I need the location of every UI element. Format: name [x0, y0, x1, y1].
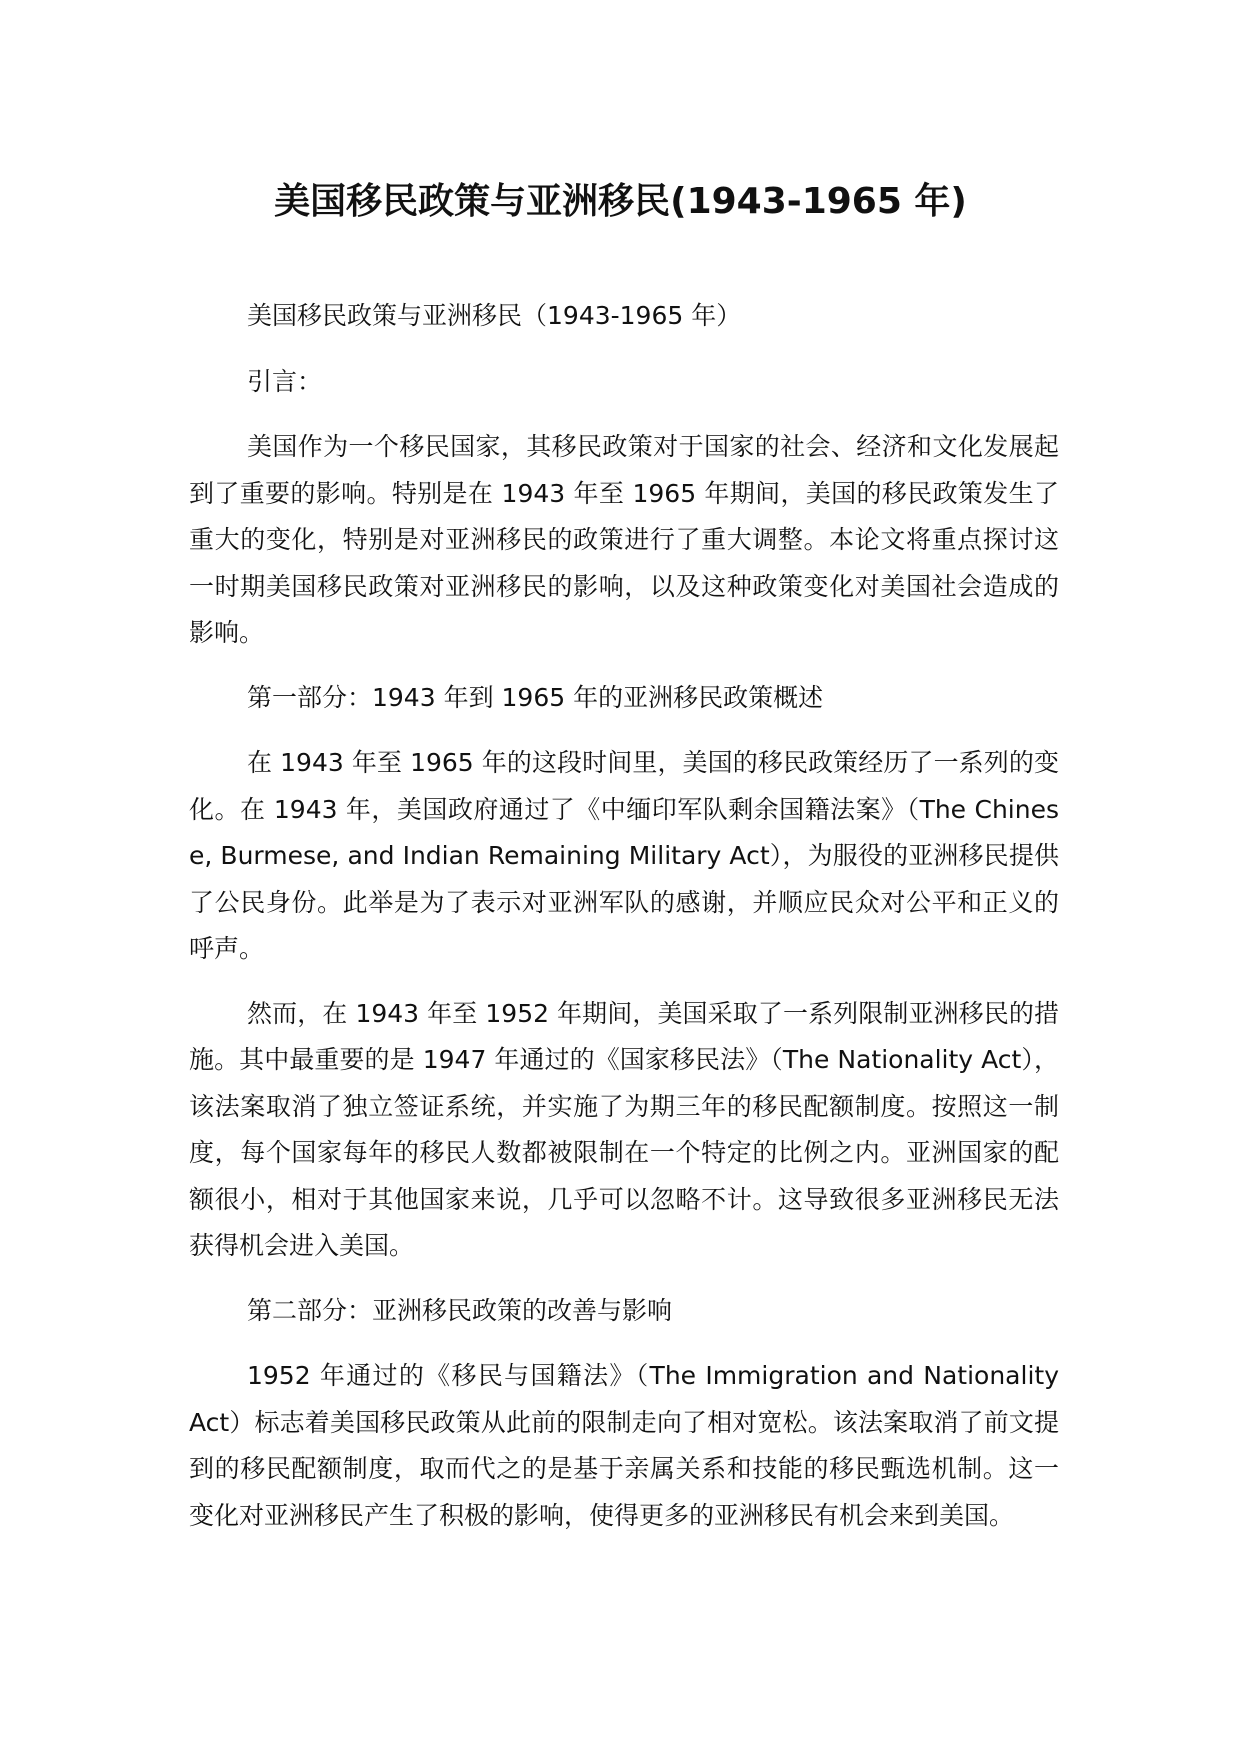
introduction-paragraph: 美国作为一个移民国家，其移民政策对于国家的社会、经济和文化发展起到了重要的影响。特别是在 1943 年至 1965 年期间，美国的移民政策发生了重大的变化，特别是对亚洲移民的政策进行了重大调整。本论文将重点探讨这一时期美国移民政策对亚洲移民的影响，以及这种政策变化对美国社会造成的影响。: [189, 432, 1059, 647]
introduction-heading: 引言：: [247, 366, 323, 396]
section-two-paragraph-1: 1952 年通过的《移民与国籍法》（The Immigration and Nationality Act）标志着美国移民政策从此前的限制走向了相对宽松。该法案取消了前文提到的移民配额制度，取而代之的是基于亲属关系和技能的移民甄选机制。这一变化对亚洲移民产生了积极的影响，使得更多的亚洲移民有机会来到美国。: [189, 1361, 1059, 1530]
section-one-paragraph-2: 然而，在 1943 年至 1952 年期间，美国采取了一系列限制亚洲移民的措施。其中最重要的是 1947 年通过的《国家移民法》（The Nationality Act），该法案取消了独立签证系统，并实施了为期三年的移民配额制度。按照这一制度，每个国家每年的移民人数都被限制在一个特定的比例之内。亚洲国家的配额很小，相对于其他国家来说，几乎可以忽略不计。这导致很多亚洲移民无法获得机会进入美国。: [189, 998, 1059, 1260]
subtitle-paragraph: 美国移民政策与亚洲移民（1943-1965 年）: [247, 301, 742, 330]
section-one-heading: 第一部分：1943 年到 1965 年的亚洲移民政策概述: [247, 682, 824, 712]
document-title: 美国移民政策与亚洲移民(1943-1965 年): [274, 181, 967, 222]
section-one-paragraph-1: 在 1943 年至 1965 年的这段时间里，美国的移民政策经历了一系列的变化。在 1943 年，美国政府通过了《中缅印军队剩余国籍法案》（The Chinese, Burmese, and Indian Remaining Military Act），为服役的亚洲移民提供了公民身份。此举是为了表示对亚洲军队的感谢，并顺应民众对公平和正义的呼声。: [189, 748, 1059, 963]
document-body: [189, 293, 1059, 1557]
section-two-heading: 第二部分：亚洲移民政策的改善与影响: [247, 1295, 673, 1325]
